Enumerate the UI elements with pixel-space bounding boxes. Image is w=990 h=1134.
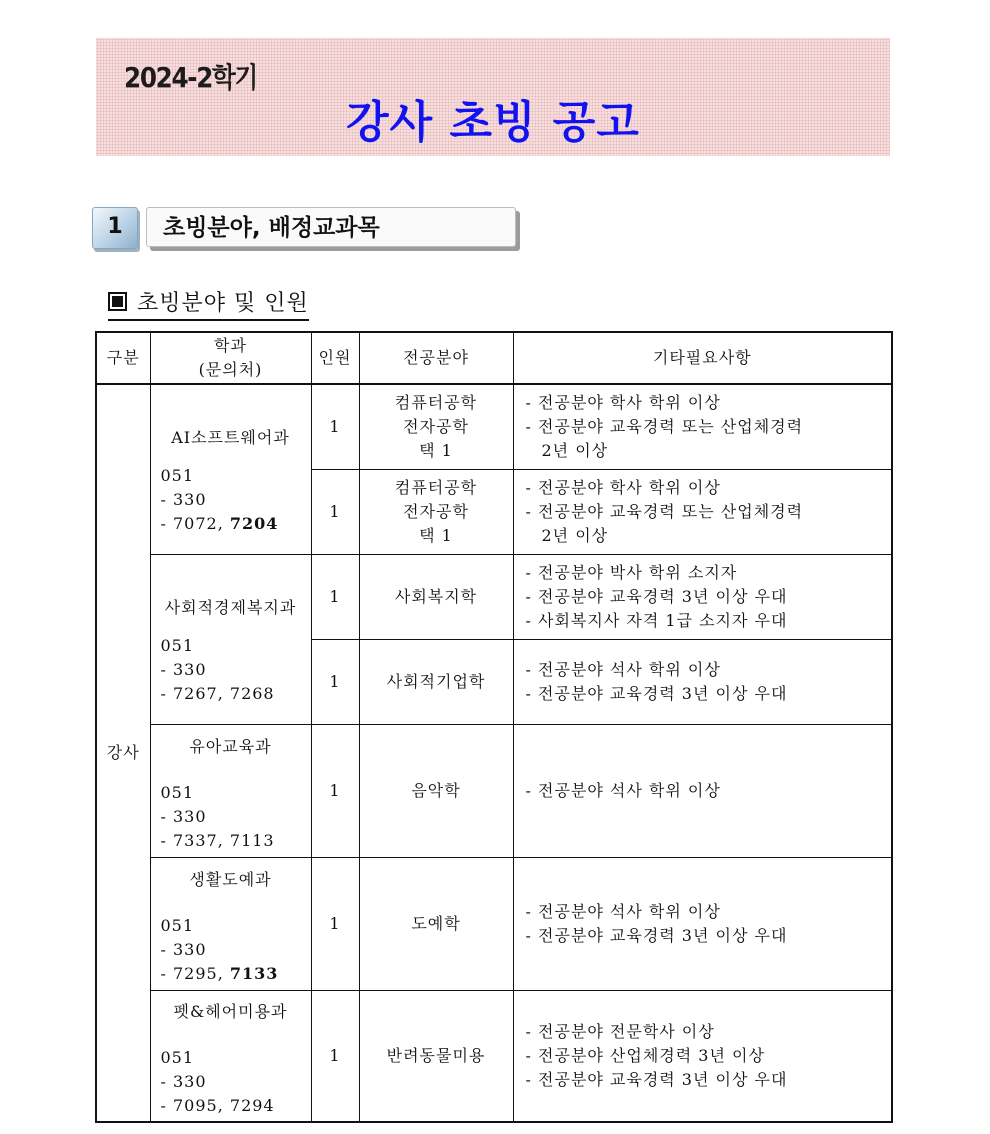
requirements-cell — [513, 990, 892, 1122]
requirement-line: - 전공분야 교육경력 3년 이상 우대 — [525, 1069, 788, 1089]
department-cell — [150, 384, 311, 554]
requirement-line: 2년 이상 — [541, 440, 609, 460]
table-row — [96, 990, 892, 1122]
phone-line: 051 — [160, 915, 195, 935]
requirement-line: - 전공분야 교육경력 또는 산업체경력 — [525, 416, 804, 436]
phone-line: - 7095, 7294 — [160, 1095, 275, 1115]
page-title: 강사 초빙 공고 — [346, 97, 640, 148]
phone-ext: - 7072, — [160, 514, 230, 534]
recruitment-table — [95, 331, 893, 1123]
subheading-text: 초빙분야 및 인원 — [137, 291, 309, 316]
requirement-line: - 사회복지사 자격 1급 소지자 우대 — [525, 610, 788, 630]
requirement-line: - 전공분야 교육경력 또는 산업체경력 — [525, 501, 804, 521]
phone-line: - 330 — [160, 939, 207, 959]
phone-line — [161, 512, 311, 536]
field-cell: 도예학 — [359, 857, 513, 990]
phone-ext: - 7295, — [160, 963, 230, 983]
requirement-line: - 전공분야 교육경력 3년 이상 우대 — [525, 683, 788, 703]
field-cell: 반려동물미용 — [359, 990, 513, 1122]
count-cell: 1 — [311, 990, 359, 1122]
department-cell — [150, 724, 311, 857]
phone-line — [161, 962, 311, 986]
field-line: 컴퓨터공학 — [394, 392, 478, 412]
requirement-line: - 전공분야 교육경력 3년 이상 우대 — [525, 586, 788, 606]
requirements-cell — [513, 384, 892, 469]
requirement-line: - 전공분야 전문학사 이상 — [525, 1021, 715, 1041]
department-phone — [161, 914, 311, 986]
requirement-line: - 전공분야 학사 학위 이상 — [525, 477, 721, 497]
subheading — [108, 286, 309, 321]
department-name: 펫&헤어미용과 — [173, 1001, 288, 1021]
department-name: AI소프트웨어과 — [171, 428, 290, 448]
department-cell — [150, 990, 311, 1122]
filled-square-icon — [108, 292, 127, 311]
category-cell: 강사 — [96, 384, 150, 1122]
field-line: 택 1 — [419, 525, 453, 545]
department-phone — [161, 781, 311, 853]
department-phone — [161, 1046, 311, 1118]
header-count: 인원 — [311, 332, 359, 384]
phone-line: - 330 — [160, 1071, 207, 1091]
requirements-cell — [513, 724, 892, 857]
phone-line: 051 — [160, 636, 195, 655]
department-name: 사회적경제복지과 — [164, 598, 297, 617]
phone-line: - 330 — [160, 660, 207, 679]
field-cell — [359, 469, 513, 554]
header-department — [150, 332, 311, 384]
table-row — [96, 857, 892, 990]
field-line: 택 1 — [419, 440, 453, 460]
phone-ext-bold: 7204 — [229, 514, 279, 534]
field-cell — [359, 384, 513, 469]
phone-line: 051 — [160, 466, 195, 486]
requirement-line: - 전공분야 교육경력 3년 이상 우대 — [525, 925, 788, 945]
header-category: 구분 — [96, 332, 150, 384]
header-field: 전공분야 — [359, 332, 513, 384]
count-cell: 1 — [311, 469, 359, 554]
requirements-cell — [513, 857, 892, 990]
department-phone — [161, 634, 311, 706]
section-title: 초빙분야, 배정교과목 — [146, 207, 516, 247]
header-requirements: 기타필요사항 — [513, 332, 892, 384]
phone-line: - 330 — [160, 490, 207, 510]
title-banner — [96, 38, 890, 156]
phone-line: 051 — [160, 1047, 195, 1067]
count-cell: 1 — [311, 384, 359, 469]
department-phone — [161, 464, 311, 536]
requirements-cell — [513, 554, 892, 639]
table-row — [96, 724, 892, 857]
table-header-row — [96, 332, 892, 384]
count-cell: 1 — [311, 724, 359, 857]
requirement-line: - 전공분야 석사 학위 이상 — [525, 780, 721, 800]
department-cell — [150, 554, 311, 724]
header-department-line1: 학과 — [214, 336, 247, 355]
requirement-line: - 전공분야 박사 학위 소지자 — [525, 562, 738, 582]
requirements-cell — [513, 469, 892, 554]
field-cell: 사회적기업학 — [359, 639, 513, 724]
field-cell: 사회복지학 — [359, 554, 513, 639]
field-cell: 음악학 — [359, 724, 513, 857]
field-line: 전자공학 — [403, 416, 469, 436]
section-number-badge: 1 — [92, 207, 138, 249]
department-cell — [150, 857, 311, 990]
table-row — [96, 554, 892, 639]
requirement-line: 2년 이상 — [541, 525, 609, 545]
table-row — [96, 384, 892, 469]
phone-ext-bold: 7133 — [229, 963, 279, 983]
requirement-line: - 전공분야 석사 학위 이상 — [525, 901, 721, 921]
header-department-line2: (문의처) — [198, 360, 263, 379]
count-cell: 1 — [311, 857, 359, 990]
requirement-line: - 전공분야 학사 학위 이상 — [525, 392, 721, 412]
phone-line: - 7337, 7113 — [160, 830, 275, 850]
requirement-line: - 전공분야 산업체경력 3년 이상 — [525, 1045, 765, 1065]
count-cell: 1 — [311, 639, 359, 724]
field-line: 컴퓨터공학 — [394, 477, 478, 497]
department-name: 생활도예과 — [189, 869, 272, 889]
requirement-line: - 전공분야 석사 학위 이상 — [525, 659, 721, 679]
phone-line: - 7267, 7268 — [160, 684, 275, 703]
field-line: 전자공학 — [403, 501, 469, 521]
phone-line: 051 — [160, 782, 195, 802]
department-name: 유아교육과 — [189, 736, 272, 756]
requirements-cell — [513, 639, 892, 724]
phone-line: - 330 — [160, 806, 207, 826]
semester-label: 2024-2학기 — [124, 61, 258, 94]
count-cell: 1 — [311, 554, 359, 639]
